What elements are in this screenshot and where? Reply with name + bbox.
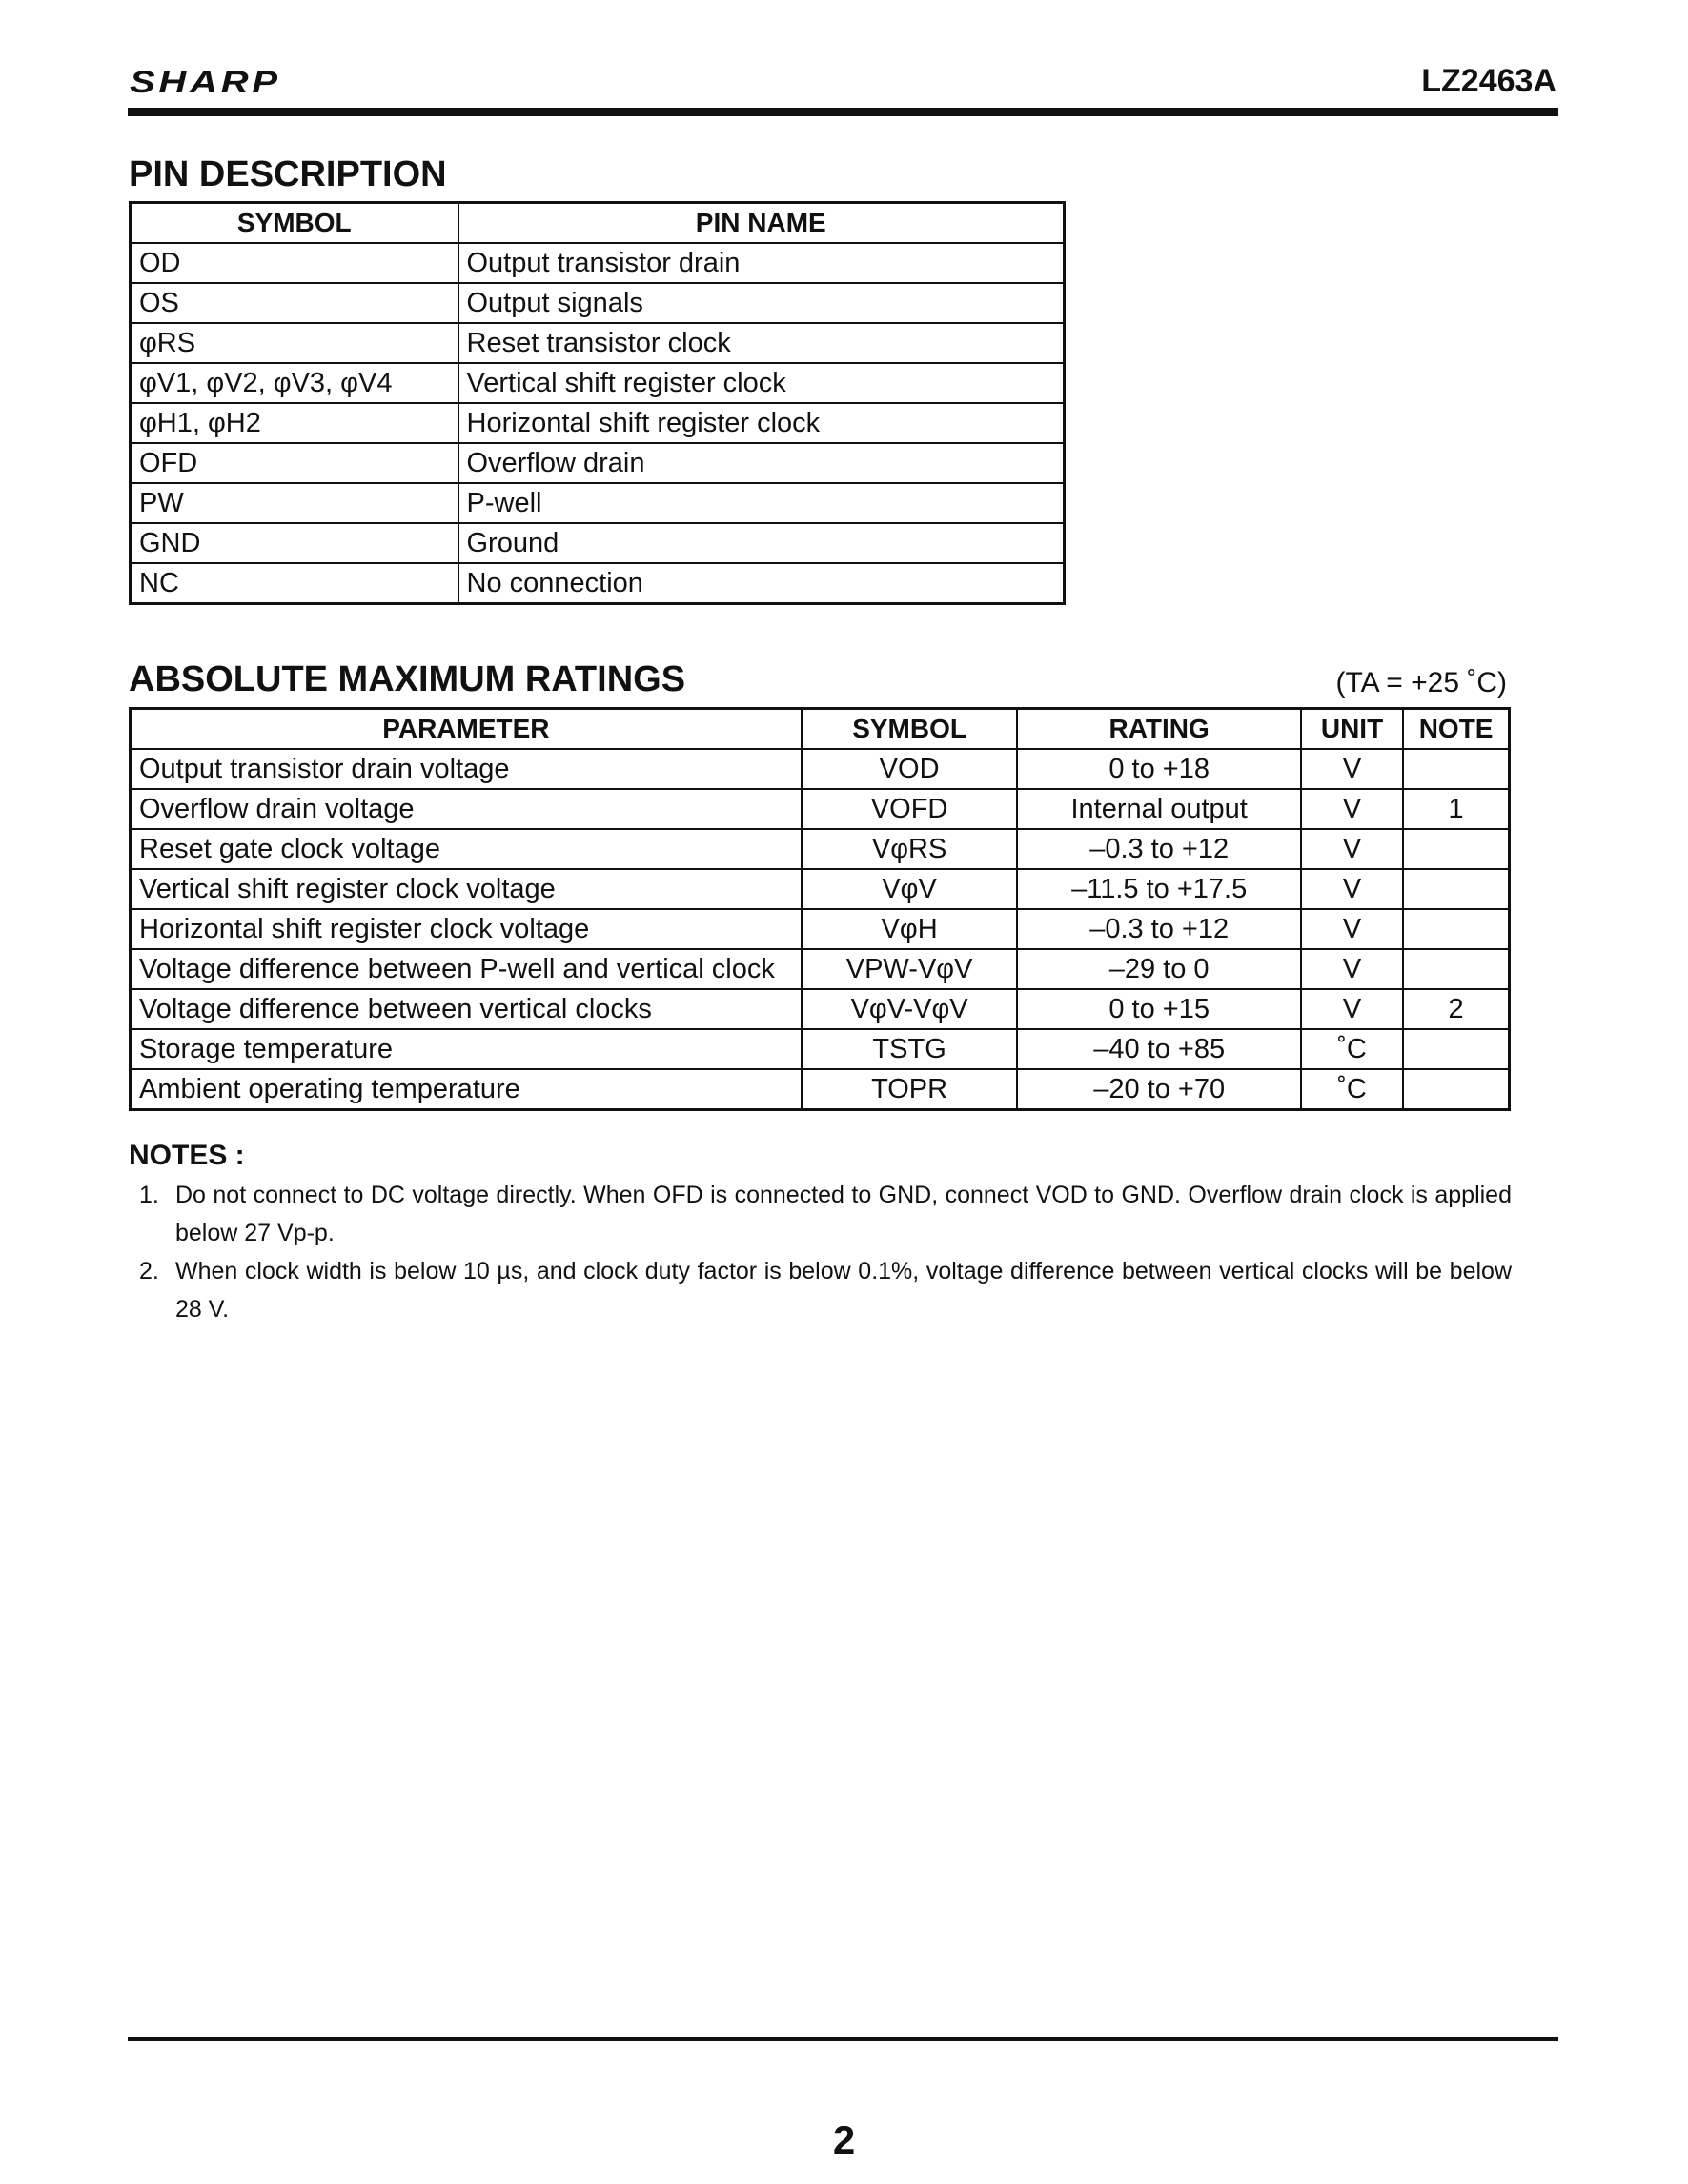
pin-symbol-cell: OS (131, 283, 458, 323)
pin-description-table (129, 201, 1066, 605)
parameter-cell: Horizontal shift register clock voltage (131, 909, 802, 949)
unit-cell: V (1301, 749, 1403, 789)
note-text: When clock width is below 10 µs, and clock duty factor is below 0.1%, voltage difference between vertical clocks will be below 28 V. (175, 1258, 1512, 1323)
column-header: NOTE (1403, 709, 1509, 750)
rating-cell: 0 to +18 (1017, 749, 1300, 789)
sharp-logo: SHARP (130, 65, 281, 99)
pin-name-cell: P-well (458, 483, 1065, 523)
column-header: PARAMETER (131, 709, 802, 750)
note-cell (1403, 829, 1509, 869)
parameter-cell: Reset gate clock voltage (131, 829, 802, 869)
table-row (131, 749, 1510, 789)
note-cell: 2 (1403, 989, 1509, 1029)
unit-cell: V (1301, 949, 1403, 989)
unit-cell: V (1301, 909, 1403, 949)
column-header: UNIT (1301, 709, 1403, 750)
table-row (131, 1029, 1510, 1069)
pin-symbol-cell: φV1, φV2, φV3, φV4 (131, 363, 458, 403)
pin-symbol-cell: OFD (131, 443, 458, 483)
unit-cell: ˚C (1301, 1029, 1403, 1069)
note-text: Do not connect to DC voltage directly. When OFD is connected to GND, connect VOD to GND. Overflow drain clock is applied below 27 Vp-p. (175, 1182, 1512, 1246)
note-cell (1403, 869, 1509, 909)
parameter-cell: Overflow drain voltage (131, 789, 802, 829)
absolute-maximum-ratings-table (129, 707, 1511, 1111)
rating-cell: –11.5 to +17.5 (1017, 869, 1300, 909)
table-row (131, 829, 1510, 869)
pin-name-cell: Reset transistor clock (458, 323, 1065, 363)
table-row (131, 523, 1065, 563)
part-number: LZ2463A (1421, 63, 1556, 99)
unit-cell: V (1301, 989, 1403, 1029)
parameter-cell: Voltage difference between vertical clocks (131, 989, 802, 1029)
parameter-cell: Output transistor drain voltage (131, 749, 802, 789)
pin-description-title: PIN DESCRIPTION (129, 154, 447, 194)
pin-name-cell: Ground (458, 523, 1065, 563)
symbol-cell: VOD (802, 749, 1018, 789)
symbol-cell: VφV (802, 869, 1018, 909)
pin-symbol-cell: φRS (131, 323, 458, 363)
table-row (131, 789, 1510, 829)
note-number: 1. (139, 1182, 159, 1208)
absolute-maximum-ratings-title: ABSOLUTE MAXIMUM RATINGS (129, 659, 686, 699)
pin-symbol-cell: GND (131, 523, 458, 563)
table-row (131, 989, 1510, 1029)
pin-name-cell: Horizontal shift register clock (458, 403, 1065, 443)
note-item (139, 1252, 1512, 1328)
pin-symbol-cell: PW (131, 483, 458, 523)
table-row (131, 909, 1510, 949)
note-number: 2. (139, 1258, 159, 1284)
symbol-cell: VφH (802, 909, 1018, 949)
table-row (131, 243, 1065, 283)
table-row (131, 443, 1065, 483)
parameter-cell: Storage temperature (131, 1029, 802, 1069)
pin-name-cell: Output transistor drain (458, 243, 1065, 283)
table-row (131, 1069, 1510, 1110)
table-header-row (131, 203, 1065, 244)
note-cell (1403, 949, 1509, 989)
parameter-cell: Voltage difference between P-well and vertical clock (131, 949, 802, 989)
symbol-cell: VOFD (802, 789, 1018, 829)
note-cell (1403, 909, 1509, 949)
notes-list (139, 1176, 1512, 1328)
note-cell (1403, 749, 1509, 789)
symbol-cell: VPW-VφV (802, 949, 1018, 989)
unit-cell: ˚C (1301, 1069, 1403, 1110)
pin-name-cell: Overflow drain (458, 443, 1065, 483)
rating-cell: –29 to 0 (1017, 949, 1300, 989)
rating-cell: –0.3 to +12 (1017, 829, 1300, 869)
pin-symbol-cell: φH1, φH2 (131, 403, 458, 443)
symbol-cell: VφRS (802, 829, 1018, 869)
column-header: RATING (1017, 709, 1300, 750)
unit-cell: V (1301, 869, 1403, 909)
pin-symbol-cell: NC (131, 563, 458, 604)
table-row (131, 869, 1510, 909)
rating-cell: –0.3 to +12 (1017, 909, 1300, 949)
column-header: SYMBOL (802, 709, 1018, 750)
table-row (131, 323, 1065, 363)
pin-name-cell: No connection (458, 563, 1065, 604)
note-cell: 1 (1403, 789, 1509, 829)
symbol-cell: TSTG (802, 1029, 1018, 1069)
pin-symbol-cell: OD (131, 243, 458, 283)
symbol-cell: VφV-VφV (802, 989, 1018, 1029)
rating-cell: –40 to +85 (1017, 1029, 1300, 1069)
note-cell (1403, 1069, 1509, 1110)
parameter-cell: Ambient operating temperature (131, 1069, 802, 1110)
rating-cell: 0 to +15 (1017, 989, 1300, 1029)
column-header: PIN NAME (458, 203, 1065, 244)
pin-name-cell: Vertical shift register clock (458, 363, 1065, 403)
footer-rule (128, 2037, 1558, 2041)
table-row (131, 403, 1065, 443)
note-item (139, 1176, 1512, 1252)
parameter-cell: Vertical shift register clock voltage (131, 869, 802, 909)
header-rule (128, 108, 1558, 116)
table-header-row (131, 709, 1510, 750)
table-row (131, 563, 1065, 604)
note-cell (1403, 1029, 1509, 1069)
page-number: 2 (832, 2117, 856, 2162)
unit-cell: V (1301, 789, 1403, 829)
column-header: SYMBOL (131, 203, 458, 244)
table-row (131, 363, 1065, 403)
table-row (131, 949, 1510, 989)
pin-name-cell: Output signals (458, 283, 1065, 323)
table-row (131, 283, 1065, 323)
notes-title: NOTES : (129, 1140, 245, 1171)
ambient-temperature-condition: (TA = +25 ˚C) (1335, 667, 1507, 698)
rating-cell: –20 to +70 (1017, 1069, 1300, 1110)
symbol-cell: TOPR (802, 1069, 1018, 1110)
unit-cell: V (1301, 829, 1403, 869)
table-row (131, 483, 1065, 523)
rating-cell: Internal output (1017, 789, 1300, 829)
